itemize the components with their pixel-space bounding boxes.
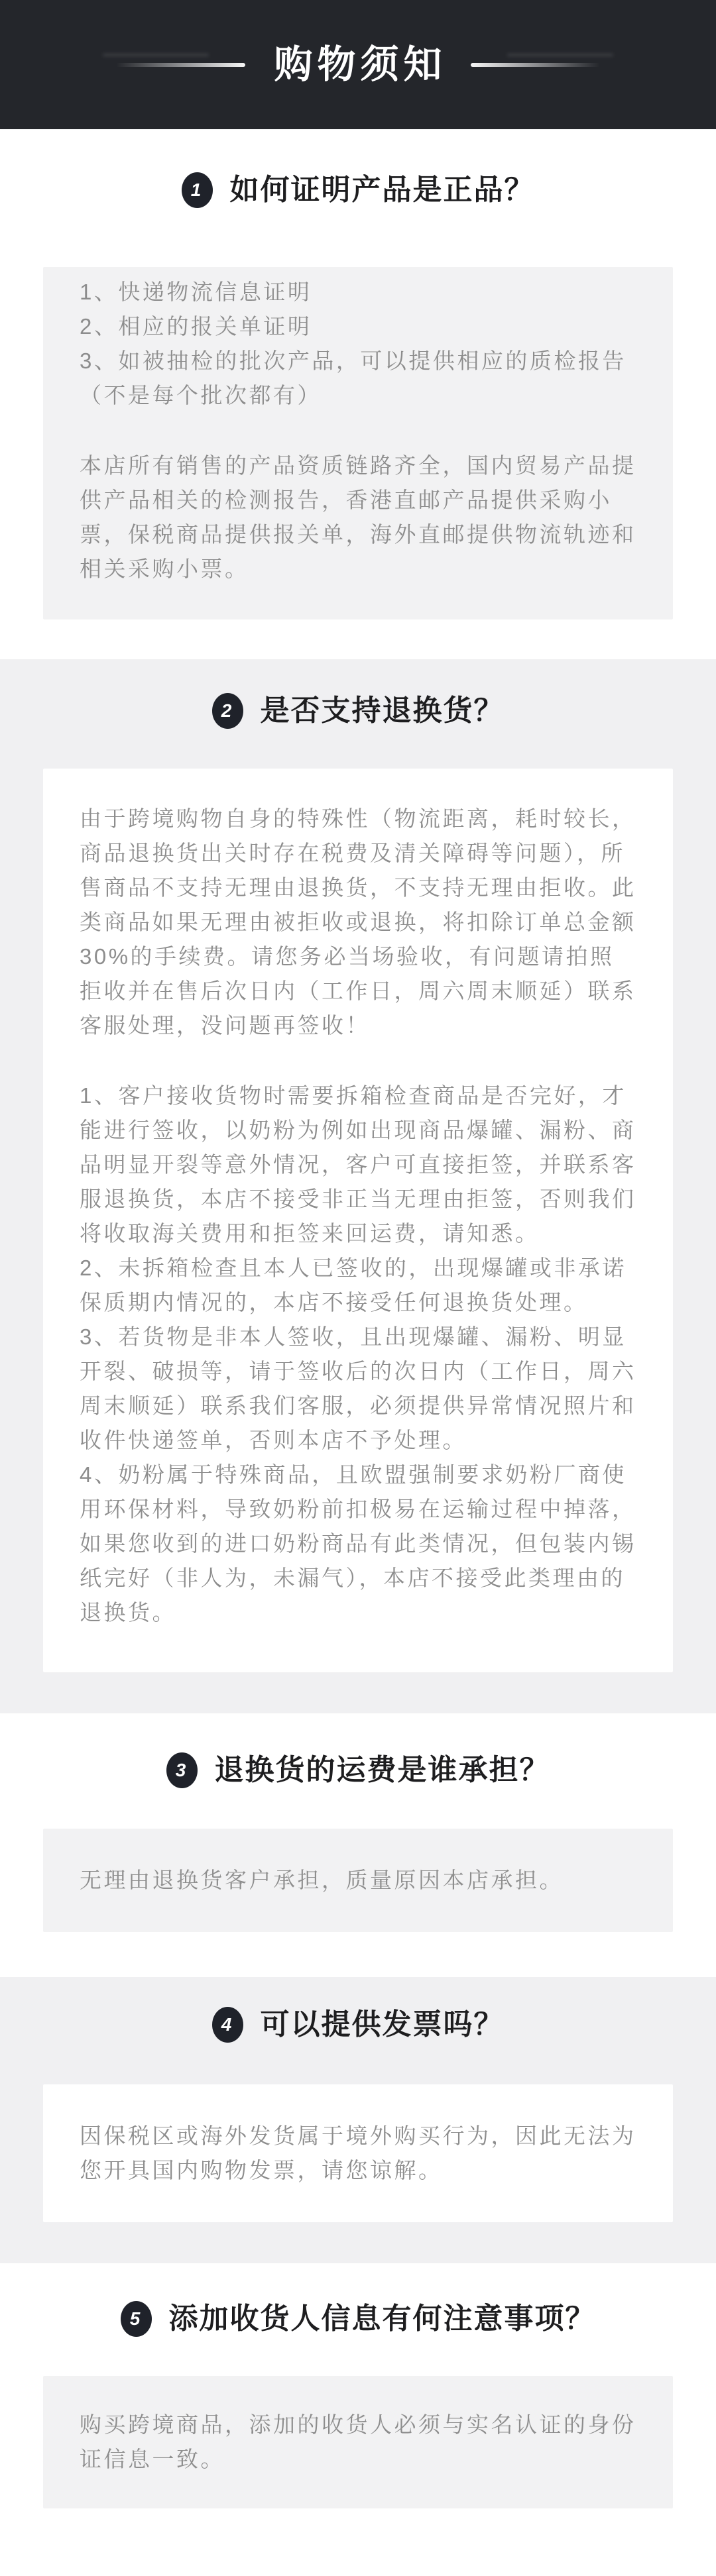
paragraph: 2、未拆箱检查且本人已签收的，出现爆罐或非承诺保质期内情况的，本店不接受任何退换货处理。 [80, 1256, 626, 1315]
header-decor-line-right [471, 63, 600, 67]
paragraph: 1、客户接收货物时需要拆箱检查商品是否完好，才能进行签收，以奶粉为例如出现商品爆罐、漏粉、商品明显开裂等意外情况，客户可直接拒签，并联系客服退换货，本店不接受非正当无理由拒签，否则我们将收取海关费用和拒签来回运费，请知悉。 [80, 1083, 636, 1246]
section-shipping-fee [0, 1713, 716, 1977]
section-returns [0, 659, 716, 1713]
section-invoice [0, 1977, 716, 2263]
paragraph: 3、如被抽检的批次产品，可以提供相应的质检报告（不是每个批次都有） [80, 349, 626, 407]
paragraph-gap [80, 1043, 636, 1079]
section-number-badge: 5 [121, 2301, 152, 2337]
section-heading-row [0, 2006, 716, 2043]
section-heading: 是否支持退换货？ [260, 694, 505, 727]
paragraph: 3、若货物是非本人签收，且出现爆罐、漏粉、明显开裂、破损等，请于签收后的次日内（工作日，周六周末顺延）联系我们客服，必须提供异常情况照片和收件快递签单，否则本店不予处理。 [80, 1324, 636, 1452]
header-decor-line-left [116, 63, 245, 67]
section-recipient-info [0, 2263, 716, 2569]
section-heading-row [0, 172, 716, 209]
section-heading-row [0, 2300, 716, 2337]
paragraph: 购买跨境商品，添加的收货人必须与实名认证的身份证信息一致。 [80, 2412, 636, 2471]
section-number-badge: 3 [166, 1752, 198, 1788]
answer-box [43, 267, 673, 619]
answer-box [43, 2084, 673, 2222]
section-number-badge: 2 [212, 693, 243, 729]
section-heading: 可以提供发票吗？ [260, 2008, 505, 2041]
page-title: 购物须知 [274, 42, 447, 86]
answer-box [43, 2376, 673, 2508]
page-header [0, 0, 716, 129]
section-heading-row [0, 1752, 716, 1789]
paragraph: 4、奶粉属于特殊商品，且欧盟强制要求奶粉厂商使用环保材料，导致奶粉前扣极易在运输过程中掉落，如果您收到的进口奶粉商品有此类情况，但包装内锡纸完好（非人为，未漏气），本店不接受此类理由的退换货。 [80, 1462, 636, 1625]
section-authenticity [0, 129, 716, 659]
section-heading-row [0, 692, 716, 729]
section-heading: 添加收货人信息有何注意事项？ [168, 2302, 596, 2335]
section-heading: 退换货的运费是谁承担？ [214, 1754, 550, 1786]
paragraph-gap [80, 413, 636, 449]
section-number-badge: 1 [182, 172, 213, 208]
answer-box [43, 769, 673, 1672]
section-number-badge: 4 [212, 2007, 243, 2043]
paragraph: 1、快递物流信息证明 [80, 280, 312, 304]
section-heading: 如何证明产品是正品？ [229, 174, 535, 206]
paragraph: 本店所有销售的产品资质链路齐全，国内贸易产品提供产品相关的检测报告，香港直邮产品提供采购小票，保税商品提供报关单，海外直邮提供物流轨迹和相关采购小票。 [80, 453, 636, 581]
paragraph: 由于跨境购物自身的特殊性（物流距离，耗时较长，商品退换货出关时存在税费及清关障碍等问题），所售商品不支持无理由退换货，不支持无理由拒收。此类商品如果无理由被拒收或退换，将扣除订单总金额30%的手续费。请您务必当场验收，有问题请拍照拒收并在售后次日内（工作日，周六周末顺延）联系客服处理，没问题再签收！ [80, 806, 636, 1038]
paragraph: 无理由退换货客户承担，质量原因本店承担。 [80, 1868, 564, 1892]
answer-box [43, 1829, 673, 1932]
paragraph: 2、相应的报关单证明 [80, 314, 312, 339]
paragraph: 因保税区或海外发货属于境外购买行为，因此无法为您开具国内购物发票，请您谅解。 [80, 2123, 636, 2182]
